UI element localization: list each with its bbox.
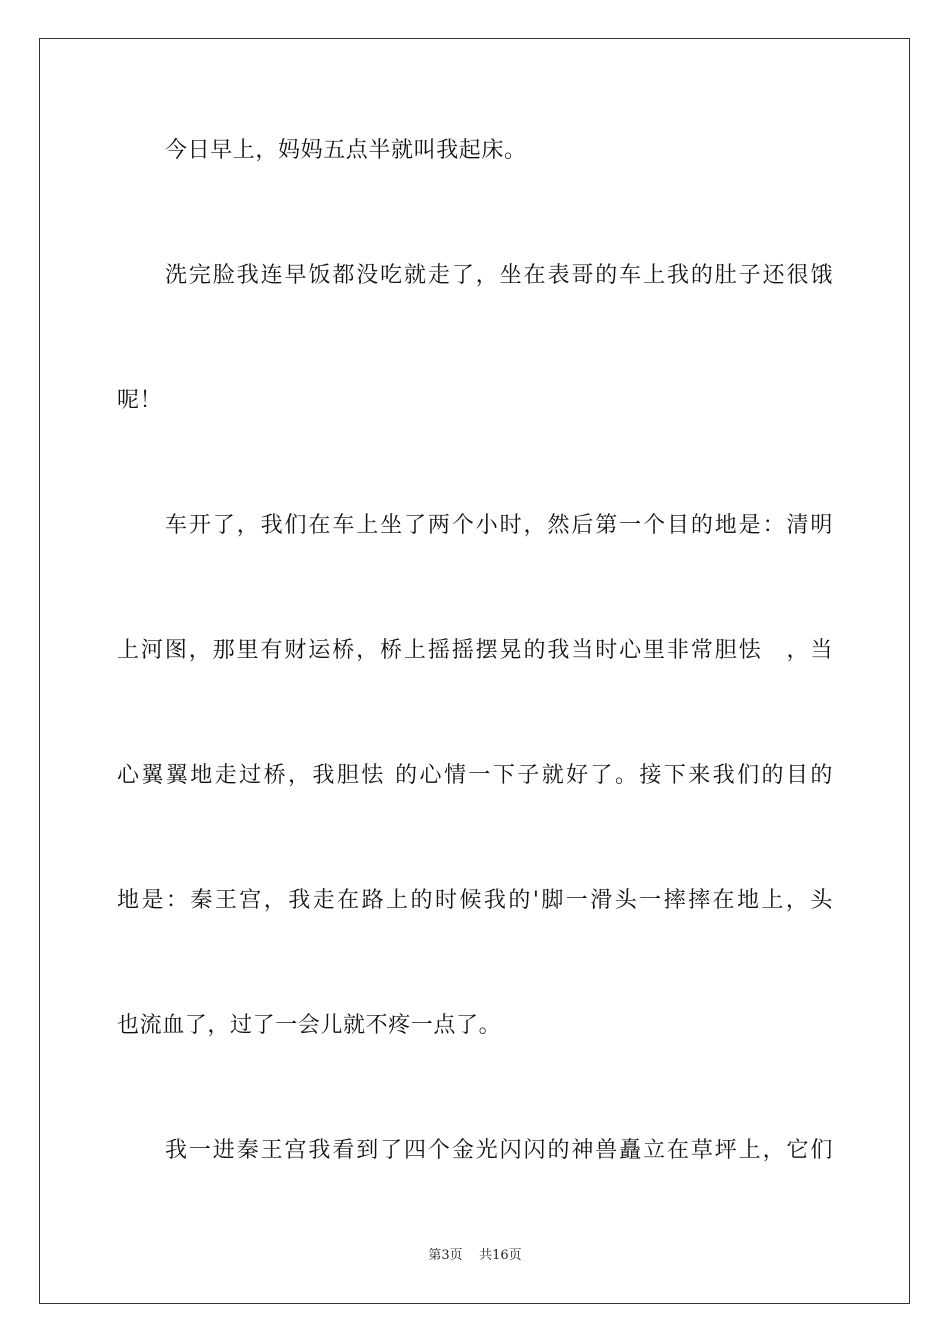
text-line-6: 心翼翼地走过桥，我胆怯 的心情一下子就好了。接下来我们的目的 bbox=[117, 763, 833, 788]
text-line-7: 地是：秦王宫，我走在路上的时候我的'脚一滑头一摔摔在地上，头 bbox=[117, 888, 833, 913]
page-number: 第3页 bbox=[428, 1248, 463, 1263]
text-line-1: 今日早上，妈妈五点半就叫我起床。 bbox=[165, 138, 527, 163]
page-border bbox=[39, 38, 910, 1304]
text-line-2: 洗完脸我连早饭都没吃就走了，坐在表哥的车上我的肚子还很饿 bbox=[165, 263, 833, 288]
text-line-4: 车开了，我们在车上坐了两个小时，然后第一个目的地是：清明 bbox=[165, 513, 833, 538]
text-line-8: 也流血了，过了一会儿就不疼一点了。 bbox=[117, 1013, 502, 1038]
page-footer bbox=[0, 1247, 950, 1265]
text-line-3: 呢！ bbox=[117, 388, 163, 413]
text-line-5: 上河图，那里有财运桥，桥上摇摇摆晃的我当时心里非常胆怯 ，当 bbox=[117, 638, 833, 663]
text-line-9: 我一进秦王宫我看到了四个金光闪闪的神兽矗立在草坪上，它们 bbox=[165, 1138, 833, 1163]
page-total: 共16页 bbox=[479, 1248, 522, 1263]
